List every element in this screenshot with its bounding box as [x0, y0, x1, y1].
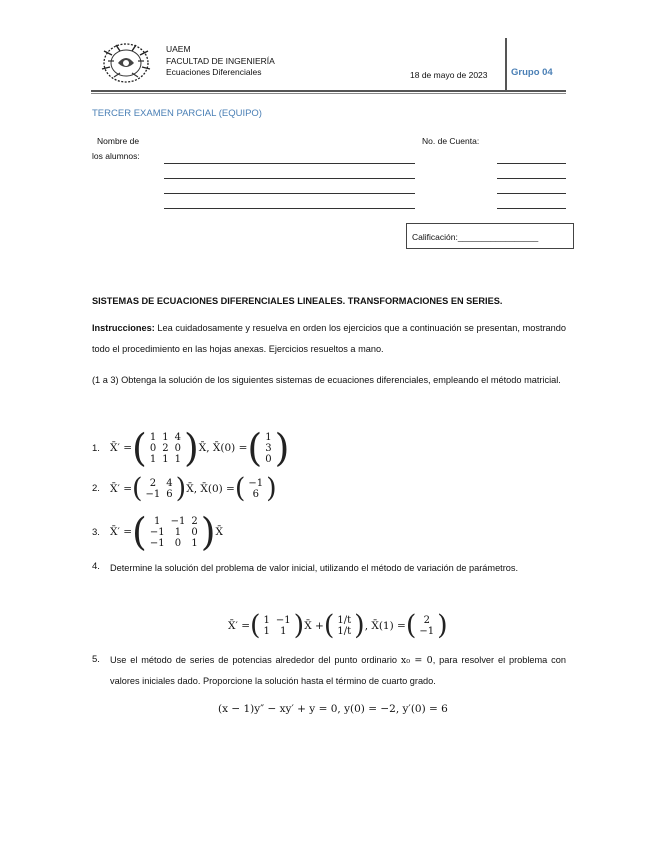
- problem-3-matrix-entry: −1: [149, 537, 165, 549]
- problem-3-number: 3.: [92, 526, 100, 538]
- account-number-field-1[interactable]: [497, 163, 566, 164]
- student-name-field-2[interactable]: [164, 178, 415, 179]
- problem-2-matrix-entry: 6: [166, 488, 173, 500]
- problem-1-matrix-entry: 1: [162, 453, 169, 465]
- problem-3-matrix: ( 1 −1 2 −1 1 0 −1 0 1 ): [132, 510, 216, 554]
- problem-5-number: 5.: [92, 654, 100, 665]
- problem-1-matrix-entry: 2: [162, 442, 169, 454]
- problem-3-after: X̄: [215, 526, 224, 538]
- problem-4-matrix-entry: 1: [263, 625, 270, 637]
- problem-1-after: X̄, X̄(0) =: [198, 442, 248, 454]
- institution-name: UAEM: [166, 44, 191, 54]
- problem-3-matrix-entry: 2: [191, 515, 198, 527]
- problem-2: [92, 473, 277, 504]
- problem-4-ic-entry: 2: [423, 614, 430, 626]
- account-label: No. de Cuenta:: [422, 136, 480, 146]
- problem-3-matrix-entry: −1: [149, 526, 165, 538]
- problem-3: [92, 510, 223, 554]
- problem-4-forcing-vector: ( 1/t 1/t ): [323, 610, 365, 641]
- problem-2-lhs: X̄′ =: [110, 482, 132, 495]
- problem-5-text: [110, 650, 566, 692]
- problem-1-matrix-entry: 4: [174, 431, 181, 443]
- problem-1-matrix-entry: 1: [162, 431, 169, 443]
- problem-4-number: 4.: [92, 561, 100, 572]
- problem-4-ic-entry: −1: [419, 625, 435, 637]
- problem-5-point: x₀ = 0: [400, 655, 433, 666]
- problem-1-ic-entry: 0: [265, 453, 272, 465]
- university-seal-logo: [98, 41, 154, 85]
- problem-1-number: 1.: [92, 442, 100, 454]
- header-divider: [91, 90, 566, 92]
- header-institution-block: [166, 44, 275, 79]
- problem-5-text-a: Use el método de series de potencias alrededor del punto ordinario: [110, 655, 397, 665]
- exam-date: 18 de mayo de 2023: [410, 70, 488, 80]
- header-divider-thin: [91, 93, 566, 94]
- problem-5-equation: (x − 1)y″ − xy′ + y = 0, y(0) = −2, y′(0) = 6: [218, 703, 448, 715]
- problem-1-matrix-entry: 0: [149, 442, 157, 454]
- problem-3-matrix-entry: −1: [170, 515, 186, 527]
- exam-title: TERCER EXAMEN PARCIAL (EQUIPO): [92, 108, 262, 119]
- names-label-line2: los alumnos:: [92, 151, 140, 161]
- problem-2-ic-entry: −1: [248, 477, 264, 489]
- problem-1-initial-condition: ( 1 3 0 ): [247, 426, 290, 470]
- group-label: Grupo 04: [511, 67, 553, 78]
- problem-1-lhs: X̄′ =: [110, 442, 132, 454]
- problem-4-mid: X̄ +: [304, 619, 324, 632]
- problem-4-text: Determine la solución del problema de valor inicial, utilizando el método de variación de parámetros.: [110, 563, 519, 573]
- problem-4-initial-condition: ( 2 −1 ): [405, 610, 448, 641]
- problem-1: [92, 426, 289, 470]
- problem-1-matrix-entry: 1: [149, 431, 157, 443]
- section-title: SISTEMAS DE ECUACIONES DIFERENCIALES LINEALES. TRANSFORMACIONES EN SERIES.: [92, 296, 503, 306]
- instructions-text: Lea cuidadosamente y resuelva en orden los ejercicios que a continuación se presentan, mostrando todo el procedimiento en las hojas anexas. Ejercicios resueltos a mano.: [92, 323, 566, 354]
- problem-5-text-b: , para resolver el problema con valores iniciales dado. Proporcione la solución hasta el término de cuarto grado.: [110, 655, 566, 686]
- problem-2-matrix-entry: 4: [166, 477, 173, 489]
- problem-2-initial-condition: ( −1 6 ): [234, 473, 277, 504]
- names-label-line1: Nombre de: [97, 136, 140, 146]
- problem-4-lhs: X̄′ =: [228, 619, 250, 632]
- problem-1-matrix-entry: 0: [174, 442, 181, 454]
- faculty-name: FACULTAD DE INGENIERÍA: [166, 55, 275, 66]
- problem-3-matrix-entry: 0: [191, 526, 198, 538]
- problem-4-forcing-entry: 1/t: [337, 614, 352, 626]
- problem-3-matrix-entry: 0: [174, 537, 182, 549]
- problem-2-ic-entry: 6: [252, 488, 259, 500]
- instructions-paragraph: [92, 318, 566, 360]
- problem-4-forcing-entry: 1/t: [337, 625, 352, 637]
- student-name-field-4[interactable]: [164, 208, 415, 209]
- header-vertical-divider: [505, 38, 507, 90]
- problem-2-matrix: ( 2 4 −1 6 ): [132, 473, 187, 504]
- problem-4-matrix-entry: −1: [275, 614, 291, 626]
- problem-4-matrix-entry: 1: [263, 614, 270, 626]
- student-name-field-3[interactable]: [164, 193, 415, 194]
- account-number-field-2[interactable]: [497, 178, 566, 179]
- problem-3-matrix-entry: 1: [191, 537, 198, 549]
- problems-1-3-intro: (1 a 3) Obtenga la solución de los siguientes sistemas de ecuaciones diferenciales, empleando el método matricial.: [92, 375, 561, 385]
- course-name: Ecuaciones Diferenciales: [166, 67, 262, 77]
- grade-field[interactable]: Calificación:_________________: [412, 232, 539, 242]
- problem-3-lhs: X̄′ =: [110, 526, 132, 538]
- problem-4-mid2: , X̄(1) =: [364, 619, 406, 632]
- problem-4-equation: [228, 610, 448, 641]
- account-number-field-3[interactable]: [497, 193, 566, 194]
- problem-1-matrix-entry: 1: [149, 453, 157, 465]
- problem-3-matrix-entry: 1: [174, 526, 182, 538]
- problem-1-matrix: ( 1 1 4 0 2 0 1 1 1 ): [132, 426, 199, 470]
- problem-1-ic-entry: 1: [265, 431, 272, 443]
- problem-1-matrix-entry: 1: [174, 453, 181, 465]
- problem-3-matrix-entry: 1: [154, 515, 161, 527]
- problem-2-matrix-entry: 2: [149, 477, 157, 489]
- account-number-field-4[interactable]: [497, 208, 566, 209]
- problem-4-matrix-entry: 1: [280, 625, 287, 637]
- instructions-label: Instrucciones:: [92, 323, 155, 333]
- problem-4-matrix: ( 1 −1 1 1 ): [250, 610, 305, 641]
- student-name-field-1[interactable]: [164, 163, 415, 164]
- problem-2-number: 2.: [92, 483, 100, 494]
- problem-1-ic-entry: 3: [265, 442, 272, 454]
- problem-2-after: X̄, X̄(0) =: [186, 482, 235, 495]
- problem-2-matrix-entry: −1: [145, 488, 161, 500]
